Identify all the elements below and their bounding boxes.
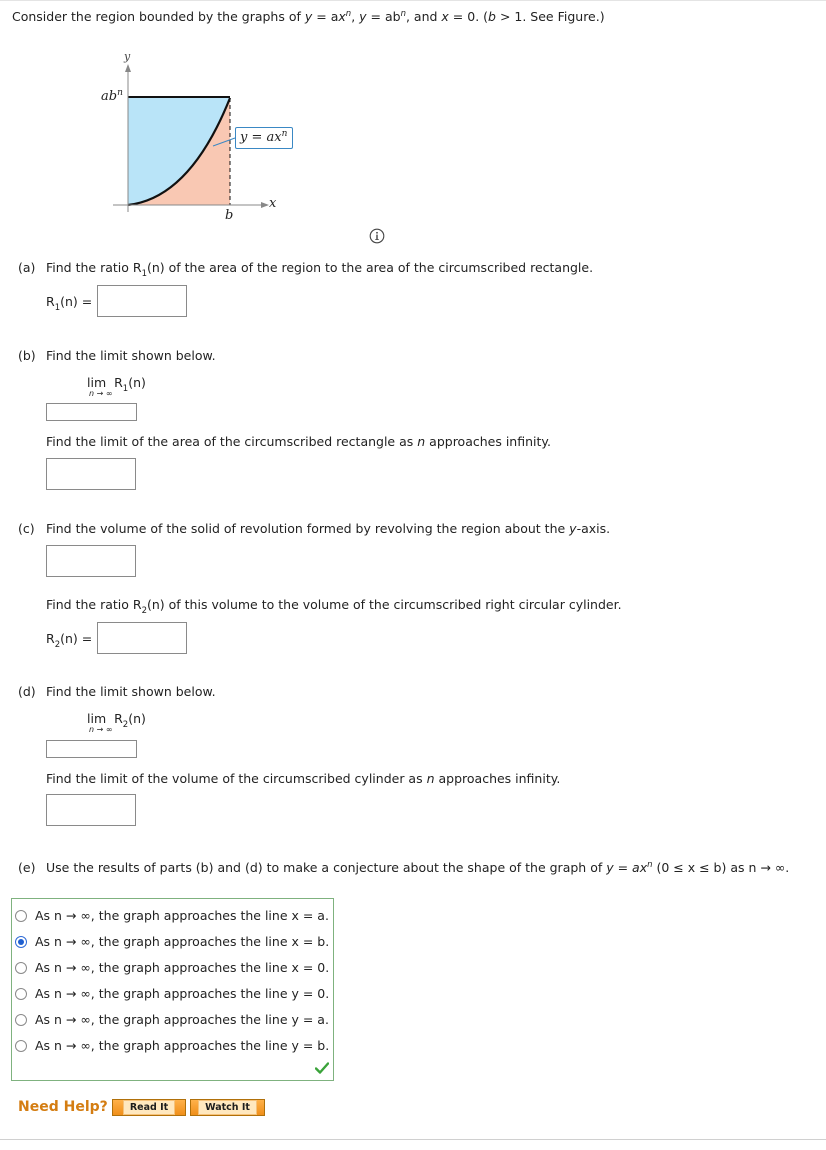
radio-button[interactable] [15, 988, 27, 1000]
option-x-equals-a[interactable] [15, 908, 329, 924]
part-c-question2: Find the ratio $R_2(n)$ of this volume to the volume of the circumscribed right circular cylinder. [46, 597, 622, 616]
option-x-equals-0[interactable] [15, 960, 330, 976]
bottom-divider [0, 1139, 826, 1140]
part-e-options-group [11, 898, 334, 1081]
part-b-limit-under: n → ∞ [89, 389, 113, 398]
part-c-tag: (c) [18, 521, 35, 536]
option-y-equals-a[interactable] [15, 1012, 329, 1028]
part-d-limit-under: n → ∞ [89, 725, 113, 734]
radio-button[interactable] [15, 910, 27, 922]
part-e-tag: (e) [18, 860, 36, 875]
x-axis-label: x [269, 196, 277, 211]
option-x-equals-b[interactable] [15, 934, 330, 950]
part-b-limit-answer-input[interactable] [46, 403, 137, 421]
problem-intro: Consider the region bounded by the graphs of $y = ax^n$, $y = ab^n$, and x = 0. (b > 1. See Figure.) [12, 9, 605, 24]
b-label: b [225, 208, 234, 223]
option-y-equals-0[interactable] [15, 986, 330, 1002]
radio-button-selected[interactable] [15, 936, 27, 948]
option-label: As n → ∞, the graph approaches the line y = a. [35, 1012, 329, 1027]
part-b-question: Find the limit shown below. [46, 348, 216, 363]
y-axis-arrow [125, 64, 131, 72]
part-d-question: Find the limit shown below. [46, 684, 216, 699]
top-divider [0, 0, 826, 1]
part-a-tag: (a) [18, 260, 36, 275]
radio-button[interactable] [15, 1014, 27, 1026]
part-c-label: $R_2(n)$ = [46, 631, 93, 650]
read-it-button[interactable] [112, 1099, 186, 1116]
part-b-tag: (b) [18, 348, 36, 363]
option-label: As n → ∞, the graph approaches the line x = a. [35, 908, 329, 923]
checkmark-icon-svg [315, 1062, 329, 1074]
option-label: As n → ∞, the graph approaches the line y = 0. [35, 986, 330, 1001]
part-e-question: Use the results of parts (b) and (d) to make a conjecture about the shape of the graph of $y = ax^n$ (0 ≤ x ≤ b) as n → ∞. [46, 860, 790, 875]
read-it-label: Read It [123, 1100, 175, 1115]
checkmark-icon [315, 1062, 329, 1074]
part-d-tag: (d) [18, 684, 36, 699]
part-b-question2: Find the limit of the area of the circumscribed rectangle as n approaches infinity. [46, 434, 551, 449]
watch-it-button[interactable] [190, 1099, 265, 1116]
x-axis-arrow [261, 202, 269, 208]
radio-button[interactable] [15, 962, 27, 974]
watch-it-label: Watch It [198, 1100, 257, 1115]
part-c-volume-input[interactable] [46, 545, 136, 577]
info-icon-svg [369, 228, 385, 244]
region-figure [95, 48, 305, 228]
part-d-limit-expr: $\lim R_2(n)$ [87, 711, 146, 730]
part-a-answer-input[interactable] [97, 285, 187, 317]
y-axis-label: y [124, 50, 131, 63]
curve-label-box: $y = ax^n$ [235, 127, 293, 149]
part-c-ratio-input[interactable] [97, 622, 187, 654]
info-icon[interactable] [369, 228, 385, 244]
option-label: As n → ∞, the graph approaches the line x = b. [35, 934, 330, 949]
part-b-rectangle-limit-input[interactable] [46, 458, 136, 490]
part-a-question: Find the ratio $R_1(n)$ of the area of the region to the area of the circumscribed rectangle. [46, 260, 594, 279]
radio-button[interactable] [15, 1040, 27, 1052]
part-d-cylinder-limit-input[interactable] [46, 794, 136, 826]
part-d-limit-answer-input[interactable] [46, 740, 137, 758]
part-b-limit-expr: $\lim R_1(n)$ [87, 375, 146, 394]
part-c-question: Find the volume of the solid of revolution formed by revolving the region about the y-axis. [46, 521, 611, 536]
abn-label: $ab^n$ [101, 88, 123, 104]
part-d-question2: Find the limit of the volume of the circumscribed cylinder as n approaches infinity. [46, 771, 561, 786]
option-label: As n → ∞, the graph approaches the line x = 0. [35, 960, 330, 975]
option-label: As n → ∞, the graph approaches the line y = b. [35, 1038, 330, 1053]
option-y-equals-b[interactable] [15, 1038, 330, 1054]
part-a-label: $R_1(n)$ = [46, 294, 93, 313]
need-help-label: Need Help? [18, 1099, 108, 1115]
